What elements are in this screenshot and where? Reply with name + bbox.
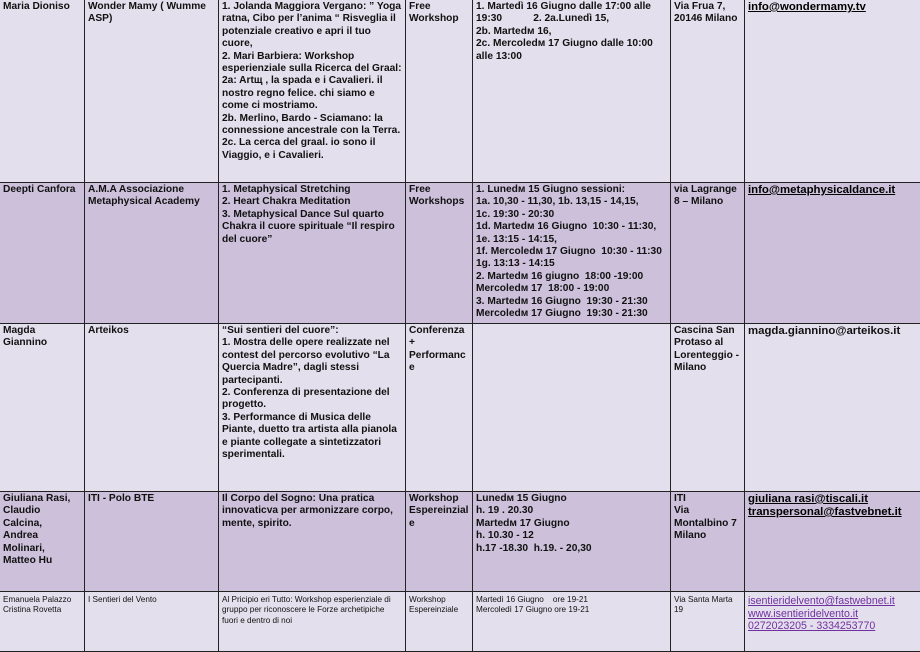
program-line: 2. Heart Chakra Meditation xyxy=(222,196,402,208)
schedule-line: 2b. Martedм 16, xyxy=(476,26,667,38)
event-type: Conferenza + Performance xyxy=(409,325,469,375)
schedule-cell xyxy=(473,183,671,324)
program-cell xyxy=(219,324,406,492)
schedule-line: Mercoledм 17 Giugno 19:30 - 21:30 xyxy=(476,308,667,320)
organization-cell xyxy=(85,492,219,592)
contacts-cell xyxy=(745,592,920,652)
schedule-cell xyxy=(473,0,671,183)
contacts-cell xyxy=(745,324,920,492)
program-line: 3. Performance di Musica delle Piante, duetto tra artista alla pianola e piante collegate a sintetizzatori sperimentali. xyxy=(222,412,402,462)
schedule-line: Mercoledì 17 Giugno ore 19-21 xyxy=(476,605,667,615)
names-cell xyxy=(0,0,85,183)
person-name: Cristina Rovetta xyxy=(3,605,81,615)
schedule-line: 1. Lunedм 15 Giugno sessioni: xyxy=(476,184,667,196)
event-type: Free Workshop xyxy=(409,1,469,26)
names-cell xyxy=(0,592,85,652)
email-link[interactable]: info@metaphysicaldance.it xyxy=(748,184,917,197)
organization-name: I Sentieri del Vento xyxy=(88,595,215,605)
schedule-line: 1e. 13:15 - 14:15, xyxy=(476,234,667,246)
contacts-cell xyxy=(745,183,920,324)
table-row xyxy=(0,592,920,652)
address-line: Cascina San Protaso al Lorenteggio - Milano xyxy=(674,325,741,375)
table-row xyxy=(0,492,920,592)
organization-cell xyxy=(85,324,219,492)
address-cell xyxy=(671,0,745,183)
program-line: 2b. Merlino, Bardo - Sciamano: la connessione ancestrale con la Terra. xyxy=(222,113,402,138)
organization-cell xyxy=(85,183,219,324)
phone-link[interactable]: 0272023205 - 3334253770 xyxy=(748,620,917,633)
person-name: Magda Giannino xyxy=(3,325,81,350)
person-name: Matteo Hu xyxy=(3,555,81,567)
program-line: “Sui sentieri del cuore”: xyxy=(222,325,402,337)
program-line: Il Corpo del Sogno: Una pratica innovaticva per armonizzare corpo, mente, spirito. xyxy=(222,493,402,530)
person-name: Emanuela Palazzo xyxy=(3,595,81,605)
address-cell xyxy=(671,324,745,492)
program-line: 2c. La cerca del graal. io sono il Viaggio, e i Cavalieri. xyxy=(222,137,402,162)
program-line: 2. Mari Barbiera: Workshop esperienziale sulla Ricerca del Graal: xyxy=(222,51,402,76)
schedule-line: Martedì 16 Giugno ore 19-21 xyxy=(476,595,667,605)
program-line: 2. Conferenza di presentazione del progetto. xyxy=(222,387,402,412)
schedule-line: 1. Martedì 16 Giugno dalle 17:00 alle 19:30 2. 2a.Lunedì 15, xyxy=(476,1,667,26)
program-line: Al Pricipio eri Tutto: Workshop esperienziale di gruppo per riconoscere le Forze archetipiche fuori e dentro di noi xyxy=(222,595,402,626)
schedule-line: Mercoledм 17 18:00 - 19:00 xyxy=(476,283,667,295)
table-row xyxy=(0,324,920,492)
address-line: Via Frua 7, 20146 Milano xyxy=(674,1,741,26)
contacts-cell xyxy=(745,0,920,183)
type-cell xyxy=(406,183,473,324)
address-cell xyxy=(671,492,745,592)
program-line: 1. Mostra delle opere realizzate nel contest del percorso evolutivo “La Quercia Madre”, dagli stessi partecipanti. xyxy=(222,337,402,387)
schedule-line: h. 19 . 20.30 xyxy=(476,505,667,517)
organization-name: A.M.A Associazione Metaphysical Academy xyxy=(88,184,215,209)
address-line: Via Montalbino 7 Milano xyxy=(674,505,741,542)
person-name: Claudio Calcina, xyxy=(3,505,81,530)
organization-name: Arteikos xyxy=(88,325,215,337)
website-link[interactable]: www.isentieridelvento.it xyxy=(748,608,917,621)
schedule-line: h. 10.30 - 12 xyxy=(476,530,667,542)
schedule-cell xyxy=(473,492,671,592)
person-name: Deepti Canfora xyxy=(3,184,81,196)
organization-cell xyxy=(85,592,219,652)
email-link[interactable]: giuliana rasi@tiscali.it xyxy=(748,493,917,506)
event-type: Free Workshops xyxy=(409,184,469,209)
event-type: Workshop Espereinziale xyxy=(409,595,469,616)
program-line: 1. Jolanda Maggiora Vergano: ” Yoga ratna, Cibo per l’anima “ Risveglia il potenziale creativo e apri il tuo cuore, xyxy=(222,1,402,51)
schedule-line: Lunedм 15 Giugno xyxy=(476,493,667,505)
contacts-cell xyxy=(745,492,920,592)
table-row xyxy=(0,183,920,324)
address-line: ITI xyxy=(674,493,741,505)
names-cell xyxy=(0,183,85,324)
person-name: Maria Dioniso xyxy=(3,1,81,13)
person-name: Giuliana Rasi, xyxy=(3,493,81,505)
event-type: Workshop Espereinziale xyxy=(409,493,469,530)
schedule-line: 1g. 13:13 - 14:15 xyxy=(476,258,667,270)
schedule-line: h.17 -18.30 h.19. - 20,30 xyxy=(476,543,667,555)
program-cell xyxy=(219,0,406,183)
type-cell xyxy=(406,492,473,592)
table-row xyxy=(0,0,920,183)
program-cell xyxy=(219,183,406,324)
program-line: 2a: Artщ , la spada e i Cavalieri. il nostro regno felice. chi siamo e come ci mostriamo. xyxy=(222,75,402,112)
schedule-line: 2. Martedм 16 giugno 18:00 -19:00 xyxy=(476,271,667,283)
schedule-line: 1f. Mercoledм 17 Giugno 10:30 - 11:30 xyxy=(476,246,667,258)
email-address: magda.giannino@arteikos.it xyxy=(748,325,917,338)
address-cell xyxy=(671,183,745,324)
program-cell xyxy=(219,592,406,652)
address-line: via Lagrange 8 – Milano xyxy=(674,184,741,209)
schedule-line: Martedм 17 Giugno xyxy=(476,518,667,530)
schedule-line: 1c. 19:30 - 20:30 xyxy=(476,209,667,221)
email-link[interactable]: info@wondermamy.tv xyxy=(748,1,917,14)
schedule-line: 1a. 10,30 - 11,30, 1b. 13,15 - 14,15, xyxy=(476,196,667,208)
type-cell xyxy=(406,0,473,183)
address-cell xyxy=(671,592,745,652)
schedule-line: 3. Martedм 16 Giugno 19:30 - 21:30 xyxy=(476,296,667,308)
schedule-line: 1d. Martedм 16 Giugno 10:30 - 11:30, xyxy=(476,221,667,233)
type-cell xyxy=(406,592,473,652)
names-cell xyxy=(0,492,85,592)
schedule-line: 2c. Mercoledм 17 Giugno dalle 10:00 alle 13:00 xyxy=(476,38,667,63)
program-line: 1. Metaphysical Stretching xyxy=(222,184,402,196)
person-name: Andrea Molinari, xyxy=(3,530,81,555)
program-line: 3. Metaphysical Dance Sul quarto Chakra il cuore spirituale “Il respiro del cuore” xyxy=(222,209,402,246)
organization-cell xyxy=(85,0,219,183)
type-cell xyxy=(406,324,473,492)
program-cell xyxy=(219,492,406,592)
address-line: Via Santa Marta 19 xyxy=(674,595,741,616)
organization-name: Wonder Mamy ( Wumme ASP) xyxy=(88,1,215,26)
schedule-cell xyxy=(473,324,671,492)
names-cell xyxy=(0,324,85,492)
email-link[interactable]: isentieridelvento@fastwebnet.it xyxy=(748,595,917,608)
email-link[interactable]: transpersonal@fastvebnet.it xyxy=(748,506,917,519)
organization-name: ITI - Polo BTE xyxy=(88,493,215,505)
schedule-cell xyxy=(473,592,671,652)
